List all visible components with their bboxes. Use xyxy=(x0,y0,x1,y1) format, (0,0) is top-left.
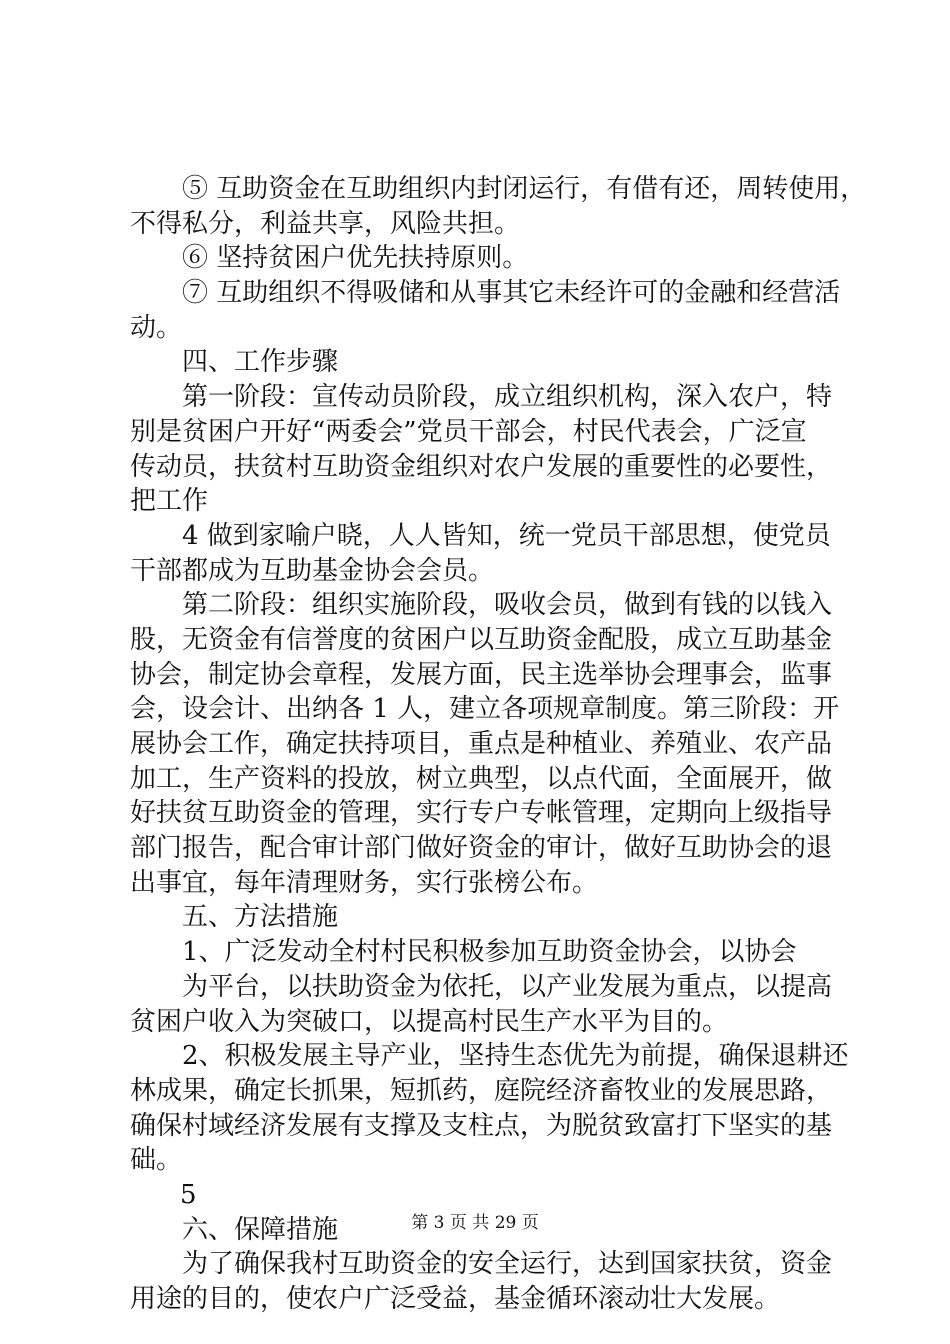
inline-page-number: 5 xyxy=(180,1179,197,1210)
text-line: 协会，制定协会章程，发展方面，民主选举协会理事会，监事 xyxy=(130,659,833,690)
text-line: 林成果，确定长抓果，短抓药，庭院经济畜牧业的发展思路， xyxy=(130,1075,833,1106)
text-line: 好扶贫互助资金的管理，实行专户专帐管理，定期向上级指导 xyxy=(130,798,833,829)
text-line: 传动员，扶贫村互助资金组织对农户发展的重要性的必要性， xyxy=(130,451,833,482)
text-line: 础。 xyxy=(130,1145,183,1176)
text-line: 为了确保我村互助资金的安全运行，达到国家扶贫，资金 xyxy=(182,1249,833,1280)
text-line: 股，无资金有信誉度的贫困户以互助资金配股，成立互助基金 xyxy=(130,624,833,655)
text-line: 贫困户收入为突破口，以提高村民生产水平为目的。 xyxy=(130,1006,729,1037)
text-line: 展协会工作，确定扶持项目，重点是种植业、养殖业、农产品 xyxy=(130,729,833,759)
section-heading: 六、保障措施 xyxy=(182,1214,339,1245)
section-heading: 四、工作步骤 xyxy=(182,347,339,378)
text-line: 2、积极发展主导产业，坚持生态优先为前提，确保退耕还 xyxy=(182,1041,849,1072)
text-line: 出事宜，每年清理财务，实行张榜公布。 xyxy=(130,867,599,898)
page-footer xyxy=(0,1211,950,1235)
text-line: 动。 xyxy=(130,312,183,343)
text-line: 为平台，以扶助资金为依托，以产业发展为重点，以提高 xyxy=(182,971,833,1002)
text-line: ⑥ 坚持贫困户优先扶持原则。 xyxy=(182,243,529,274)
document-body xyxy=(130,172,867,1317)
text-line: 把工作 xyxy=(130,486,209,517)
text-line: 加工，生产资料的投放，树立典型，以点代面，全面展开，做 xyxy=(130,763,833,794)
text-line: 4 做到家喻户晓，人人皆知，统一党员干部思想，使党员 xyxy=(182,520,831,551)
text-line: 第一阶段：宣传动员阶段，成立组织机构，深入农户，特 xyxy=(182,382,833,413)
text-line: ⑦ 互助组织不得吸储和从事其它未经许可的金融和经营活 xyxy=(182,278,841,309)
text-line: 别是贫困户开好“两委会”党员干部会，村民代表会，广泛宣 xyxy=(130,416,807,447)
text-line: 不得私分，利益共享，风险共担。 xyxy=(130,208,521,239)
text-line: ⑤ 互助资金在互助组织内封闭运行，有借有还，周转使用， xyxy=(182,174,867,204)
text-line: 确保村域经济发展有支撑及支柱点，为脱贫致富打下坚实的基 xyxy=(130,1110,833,1141)
text-line: 用途的目的，使农户广泛受益，基金循环滚动壮大发展。 xyxy=(130,1284,781,1314)
text-line: 部门报告，配合审计部门做好资金的审计，做好互助协会的退 xyxy=(130,833,833,864)
text-line: 第二阶段：组织实施阶段，吸收会员，做到有钱的以钱入 xyxy=(182,590,833,621)
page-number-label: 第 3 页 共 29 页 xyxy=(411,1213,539,1233)
text-line: 1、广泛发动全村村民积极参加互助资金协会，以协会 xyxy=(182,937,797,968)
section-heading: 五、方法措施 xyxy=(182,902,339,933)
text-line: 干部都成为互助基金协会会员。 xyxy=(130,555,495,586)
text-line: 会，设会计、出纳各 1 人，建立各项规章制度。第三阶段：开 xyxy=(130,694,840,725)
